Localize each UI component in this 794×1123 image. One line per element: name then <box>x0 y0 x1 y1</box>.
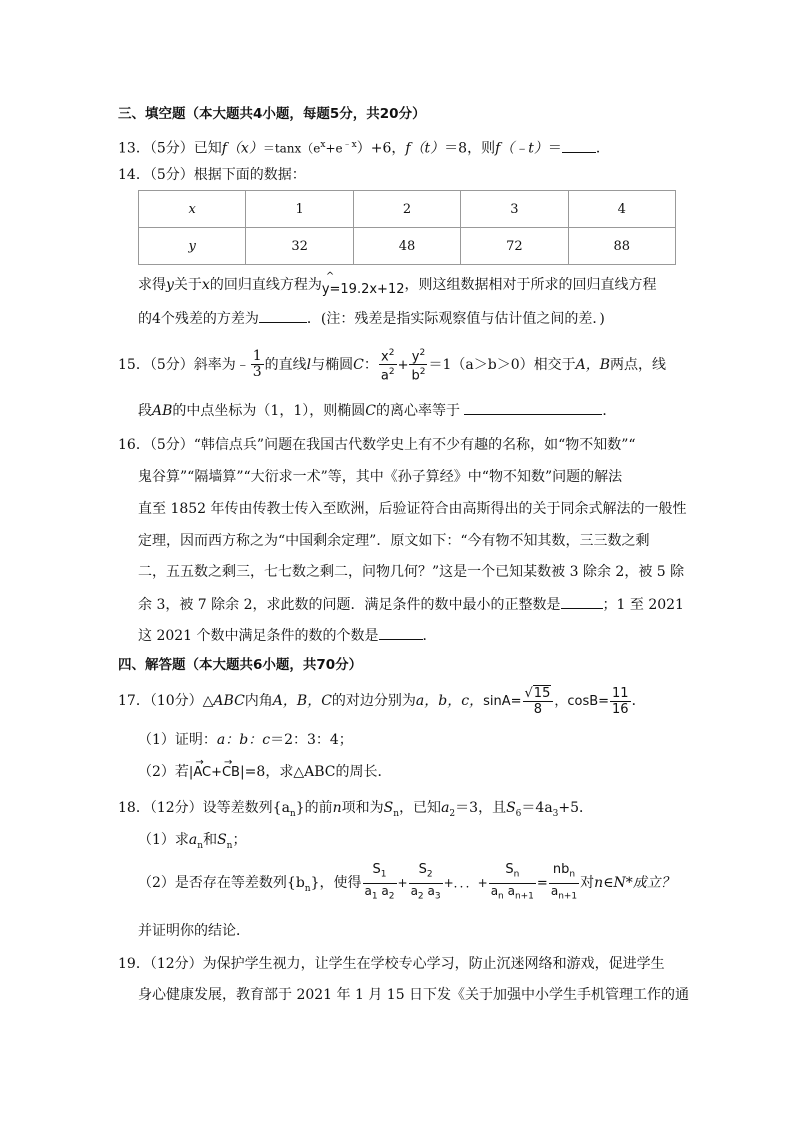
q16-l6a: 余 3，被 7 除余 2，求此数的问题．满足条件的数中最小的正整数是 <box>138 597 561 613</box>
q13-text-f: ＝ <box>547 140 562 157</box>
q18-points: （12分） <box>149 800 203 816</box>
q16-l6b: ；1 至 2021 <box>602 597 684 613</box>
sum-fraction-n: $\frac{S_n}{a_n a_{n+1}}$ <box>489 862 536 904</box>
q17-p2a: （2）若 <box>138 764 189 780</box>
table-row-y <box>139 228 676 265</box>
table-cell: 88 <box>568 228 675 265</box>
q16-number: 16． <box>118 437 150 453</box>
q18-text-c: 项和为 <box>341 800 384 816</box>
sum-dots: +．．．+ <box>443 876 488 890</box>
q15-answer-blank[interactable] <box>464 400 602 415</box>
vector-cb: → CB <box>222 764 240 782</box>
q15-l2b: 的中点坐标为（1，1），则椭圆 <box>172 403 366 419</box>
slope-fraction: $\frac{1}{3}$ <box>252 348 262 381</box>
q15-text-d: ： <box>363 356 378 373</box>
question-16 <box>118 436 636 454</box>
q13-text-c: +e <box>325 141 343 156</box>
q13-points: （5分） <box>149 140 194 157</box>
q13-end: ． <box>595 140 610 157</box>
q18-text-f: ＝4a <box>521 800 553 816</box>
q15-number: 15． <box>118 356 150 373</box>
regression-text: y=19.2x+12 <box>321 282 405 297</box>
q14-l2d: ，则这组数据相对于所求的回归直线方程 <box>404 277 657 293</box>
q13-text-d: ）+6， <box>356 140 406 157</box>
q18-n: n <box>332 800 342 816</box>
sina-fraction: $\frac{√15}{8}$ <box>523 686 554 717</box>
q15-ab: AB <box>152 403 173 419</box>
q13-text-e: ＝8，则 <box>444 140 496 157</box>
q15-l2c: C <box>365 403 376 419</box>
sum-fraction-1: $\frac{S_1}{a_1 a_2}$ <box>363 862 397 904</box>
cosb-fraction: $\frac{11}{16}$ <box>612 685 629 717</box>
q15-text-f: A，B <box>575 356 611 373</box>
q18-text-a: 设等差数列{a <box>202 800 290 816</box>
q13-text-b: ＝tanx（e <box>262 141 321 156</box>
question-13 <box>118 136 610 158</box>
q14-answer-blank[interactable] <box>259 308 307 323</box>
q18-p1a: （1）求 <box>138 832 189 848</box>
q15-end: ． <box>602 403 617 419</box>
question-19 <box>118 955 665 973</box>
q18-text-g: +5． <box>558 800 594 816</box>
q17-p2c: 的周长． <box>335 764 392 780</box>
q17-part1 <box>138 731 353 749</box>
q15-text-a: 斜率为﹣ <box>193 356 250 373</box>
q18-part1 <box>138 831 246 855</box>
q17-text-e: a，b，c， <box>415 693 484 709</box>
q14-data-table <box>138 190 676 265</box>
table-cell: 2 <box>353 191 460 228</box>
q19-number: 19． <box>118 956 150 972</box>
q15-line2 <box>138 400 616 420</box>
q13-sup2: ﹣x <box>342 140 357 150</box>
q13-answer-blank[interactable] <box>562 138 596 153</box>
q18-p1b: a <box>188 832 198 848</box>
section-title-solve: 四、解答题（本大题共6小题，共70分） <box>118 657 363 673</box>
q14-number: 14． <box>118 167 150 183</box>
q15-text-g: 两点，线 <box>610 356 667 373</box>
q13-number: 13． <box>118 140 150 157</box>
q14-l3a: 的4个残差的方差为 <box>138 311 259 327</box>
q19-points: （12分） <box>149 956 203 972</box>
q17-cosb: ，cosB= <box>554 694 610 709</box>
q16-l7b: ． <box>422 628 437 644</box>
table-cell: 72 <box>461 228 568 265</box>
q17-p2b: |=8，求△ABC <box>239 764 336 780</box>
q16-line5: 二，五五数之剩三，七七数之剩二，问物几何？”这是一个已知某数被 3 除余 2，被 5 除 <box>138 564 685 580</box>
q18-sub-n2: n <box>393 808 400 819</box>
q16-line1: “韩信点兵”问题在我国古代数学史上有不少有趣的名称，如“物不知数”“ <box>193 437 636 453</box>
q18-p1c: 和 <box>203 832 218 848</box>
q18-sub-3: 3 <box>552 808 559 819</box>
q14-l2c: 的回归直线方程为 <box>209 277 322 293</box>
q14-l3b: ．(注：残差是指实际观察值与估计值之间的差．) <box>306 311 605 327</box>
q16-line2: 鬼谷算”“隔墙算”“大衍求一术”等，其中《孙子算经》中“物不知数”问题的解法 <box>138 469 623 485</box>
q18-s: S <box>383 800 394 816</box>
table-cell: 3 <box>461 191 568 228</box>
table-header-x: x <box>139 191 246 228</box>
table-cell: 32 <box>246 228 353 265</box>
q16-line4: 定理，因而西方称之为“中国剩余定理”．原文如下：“今有物不知其数，三三数之剩 <box>138 533 650 549</box>
hat-symbol: ^ <box>325 271 335 282</box>
table-cell: 1 <box>246 191 353 228</box>
table-cell: 4 <box>568 191 675 228</box>
q14-l2a: 求得 <box>138 277 166 293</box>
q15-text-c: 与椭圆 <box>311 356 354 373</box>
q18-text-b: }的前 <box>295 800 333 816</box>
q17-p1b: a：b：c <box>216 732 271 748</box>
q18-p2-sub: n <box>304 883 311 894</box>
q17-end: ． <box>631 693 646 709</box>
q15-text-e: ＝1（a＞b＞0）相交于 <box>428 356 576 373</box>
q14-points: （5分） <box>149 167 194 183</box>
table-row-x <box>139 191 676 228</box>
q15-points: （5分） <box>149 356 194 373</box>
q17-text-d: 的对边分别为 <box>331 693 416 709</box>
ellipse-x-fraction: $\frac{x^2}{a^2}$ <box>380 348 395 384</box>
q18-sub-6: 6 <box>515 808 522 819</box>
q17-p1a: （1）证明： <box>138 732 217 748</box>
vector-ac: → AC <box>193 764 211 782</box>
question-15 <box>118 346 666 384</box>
section-title-fill-in: 三、填空题（本大题共4小题，每题5分，共20分） <box>118 106 426 122</box>
q18-p1e: ； <box>232 832 247 848</box>
q13-fx: f（x） <box>221 140 263 157</box>
q17-text-c: A，B，C <box>272 693 332 709</box>
regression-equation <box>321 271 405 299</box>
q19-line2: 身心健康发展，教育部于 2021 年 1 月 15 日下发《关于加强中小学生手机管理工作的通 <box>138 987 690 1003</box>
q16-answer-blank-2[interactable] <box>379 625 423 640</box>
question-17 <box>118 683 646 720</box>
q17-number: 17． <box>118 693 150 709</box>
q17-triangle: △ABC <box>202 693 245 709</box>
q18-text-e: ＝3，且 <box>455 800 507 816</box>
q18-p2d: n∈N*成立？ <box>594 875 675 891</box>
q16-answer-blank-1[interactable] <box>561 594 603 609</box>
q13-ft: f（t） <box>405 140 445 157</box>
q13-text: 已知 <box>193 140 222 157</box>
q14-line2 <box>138 271 657 297</box>
q18-p2b: }，使得 <box>310 875 362 891</box>
q18-p1-sub: n <box>197 840 204 851</box>
q18-p1-sub2: n <box>226 840 233 851</box>
q14-line3 <box>138 308 605 328</box>
question-18 <box>118 799 593 823</box>
q16-l7a: 这 2021 个数中满足条件的数的个数是 <box>138 628 379 644</box>
q17-points: （10分） <box>149 693 203 709</box>
q17-part2: （2）若|→ AC+→ CB|=8，求△ABC的周长． <box>138 763 391 782</box>
q18-s6: S <box>506 800 516 816</box>
q16-line3: 直至 1852 年传由传教士传入至欧洲，后验证符合由高斯得出的关于同余式解法的一般性 <box>138 501 687 517</box>
q17-sina: sinA= <box>483 694 522 709</box>
q15-l2a: 段 <box>138 403 152 419</box>
q15-l2d: 的离心率等于 <box>375 403 460 419</box>
q18-sub-2: 2 <box>449 808 456 819</box>
q17-p1c: ＝2：3：4； <box>270 732 353 748</box>
q14-text: 根据下面的数据： <box>193 167 306 183</box>
table-cell: 48 <box>353 228 460 265</box>
q18-p2c: 对 <box>580 875 595 891</box>
q18-p1d: S <box>217 832 227 848</box>
q15-l: l <box>306 356 312 373</box>
q18-p2e: 并证明你的结论． <box>138 923 250 939</box>
q14-l2x: x <box>201 277 210 293</box>
question-14 <box>118 166 306 184</box>
sum-fraction-2: $\frac{S_2}{a_2 a_3}$ <box>409 862 443 904</box>
q13-sup1: x <box>320 140 326 150</box>
q18-number: 18． <box>118 800 150 816</box>
q15-text-b: 的直线 <box>264 356 307 373</box>
q18-text-d: ，已知 <box>399 800 442 816</box>
q13-fmt: f（﹣t） <box>495 140 548 157</box>
q14-l2y: y <box>166 277 174 293</box>
rhs-fraction: $\frac{nb_n}{a_{n+1}}$ <box>549 862 579 904</box>
q15-c: C <box>353 356 364 373</box>
q18-p2a: （2）是否存在等差数列{b <box>138 875 305 891</box>
q18-sub-n: n <box>289 808 296 819</box>
table-header-y: y <box>139 228 246 265</box>
ellipse-y-fraction: $\frac{y^2}{b^2}$ <box>411 348 426 384</box>
q16-points: （5分） <box>149 437 194 453</box>
q14-l2b: 关于 <box>173 277 202 293</box>
q18-a2: a <box>441 800 450 816</box>
plus-sign: + <box>397 357 409 373</box>
q19-line1: 为保护学生视力，让学生在学校专心学习，防止沉迷网络和游戏，促进学生 <box>202 956 665 972</box>
q17-text-b: 内角 <box>244 693 273 709</box>
q18-part2: （2）是否存在等差数列$\{b_n\}$，使得 $\frac{S_1}{a_1 a_2}$ + $\frac{S_2}{a_2 a_3}$ +．．．+ $\frac{S_n}{a_n a_{n+1}}$ = $\frac{nb_n}{a_{n+1}}$ 对n∈N*成立？ <box>138 862 675 908</box>
q16-line7 <box>138 625 437 645</box>
q16-line6 <box>138 594 684 614</box>
